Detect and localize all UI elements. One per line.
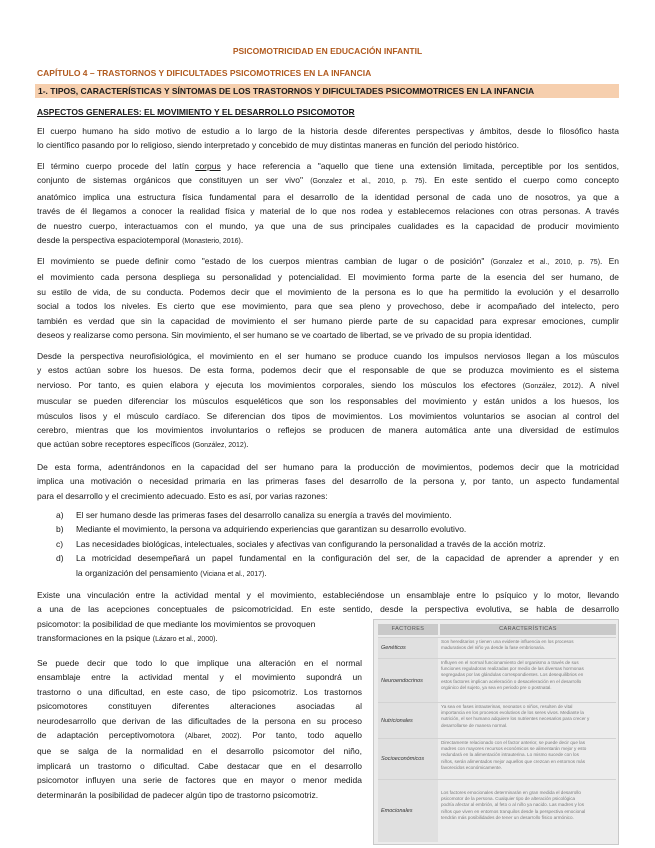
- factor-label: Socioeconómicos: [378, 739, 438, 779]
- citation: (González, 2012): [192, 442, 247, 450]
- paragraph-line: [37, 173, 619, 189]
- paragraph-line: El cuerpo humano ha sido motivo de estudio a lo largo de la historia desde diferentes perspectivas y ámbitos, desde lo filosófico hasta: [37, 126, 619, 136]
- paragraph-7: [37, 656, 362, 802]
- table-row: [378, 702, 616, 738]
- factor-description: [441, 660, 616, 691]
- list-marker: b): [56, 524, 64, 535]
- citation: (Gonzalez et al., 2010, p. 75): [310, 178, 425, 186]
- text-span: .: [240, 235, 244, 246]
- paragraph-line: Se puede decir que todo lo que implique una alteración en el normal: [37, 658, 362, 668]
- factor-label: Neuroendocrinos: [378, 659, 438, 702]
- description-line: niños que viven en entornos tranquilos desde la perspectiva emocional: [441, 808, 586, 814]
- text-span: conjunto de sistemas orgánicos que constituyen un ser vivo": [37, 175, 311, 186]
- paragraph-line: [37, 159, 619, 173]
- text-span: . En este sentido el cuerpo como concepto: [424, 175, 620, 186]
- paragraph-line: para el desarrollo y el crecimiento adecuado. Esto es así, por varias razones:: [37, 490, 328, 501]
- list-marker: a): [56, 510, 64, 520]
- description-line: Son hereditarios y tienen una evidente influencia en los procesos: [441, 639, 574, 644]
- factors-table-image: [373, 619, 619, 845]
- citation: (Lázaro et al., 2000): [152, 636, 216, 644]
- paragraph-line: el movimiento cada persona despliega su personalidad y potencialidad. El movimiento forma parte de la esencia del ser humano, de: [37, 272, 619, 283]
- paragraph-line: psicomotores constituyen diferentes alteraciones asociadas al: [37, 701, 362, 712]
- paragraph-line: a una de las acepciones conceptuales de psicomotricidad. En este sentido, desde la perspectiva evolutiva, se habla de desarrollo: [37, 604, 619, 615]
- paragraph-line: músculos lisos y el músculo cardíaco. Se diferencian dos tipos de movimientos. Los movimientos voluntarios se asocian al control del: [37, 410, 619, 421]
- description-line: madres con mayores recursos económicos se alimentarán mejor y esto: [441, 746, 587, 752]
- section-heading: 1-. TIPOS, CARACTERÍSTICAS Y SÍNTOMAS DE LOS TRASTORNOS Y DIFICULTADES PSICOMMOTRICES EN LA INFANCIA: [35, 84, 619, 98]
- paragraph-line: través de él llegamos a conocer la realidad física y material de lo que nos rodea y establecemos relaciones con otras personas. A través: [37, 206, 619, 217]
- paragraph-line: psicomotor: la posibilidad de que mediante los movimientos se provoquen: [37, 618, 316, 629]
- description-line: podría afectar al embrión, al feto o al niño ya nacido. Las madres y los: [441, 802, 584, 808]
- description-line: orgánico del sujeto, ya sea en periodo pre o postnatal.: [441, 684, 552, 690]
- paragraph-line: su estilo de vida, de su conducta. Podemos decir que el movimiento de la persona es lo que ha permitido la evolución y el desarrollo: [37, 286, 619, 297]
- table-row: [378, 779, 616, 842]
- description-line: estos factores implican aceleración o desaceleración en el desarrollo: [441, 678, 582, 684]
- list-item-text: El ser humano desde las primeras fases del desarrollo canaliza su energía a través del movimiento.: [76, 510, 452, 520]
- subsection-heading: ASPECTOS GENERALES: EL MOVIMIENTO Y EL DESARROLLO PSICOMOTOR: [37, 107, 355, 117]
- paragraph-line: neurodesarrollo que derivan de las dificultades de la persona en su proceso: [37, 715, 362, 726]
- text-span: que actúan sobre receptores específicos: [37, 439, 193, 450]
- text-span: de adaptación perceptivomotora: [37, 730, 186, 741]
- paragraph-line: cerebro, mientras que los movimientos involuntarios o reflejos se producen de manera automática ante una diversidad de estímulos: [37, 425, 619, 436]
- description-line: desarrollarse de manera normal.: [441, 722, 508, 728]
- list-item: [37, 551, 619, 582]
- paragraph-line: [37, 378, 619, 394]
- paragraph-line: y estos actúan sobre los huesos. De esta forma, podemos decir que el responsable de que se produzca movimiento es el sistema: [37, 365, 619, 376]
- description-line: funciones reguladoras realizadas por medio de las diversas hormonas: [441, 666, 584, 672]
- paragraph-4: [37, 349, 619, 454]
- text-span: El movimiento se puede definir como "estado de los cuerpos mientras cambian de lugar o de posición": [37, 256, 491, 266]
- list-marker: c): [56, 538, 64, 549]
- table-row: [378, 637, 616, 658]
- text-span: .: [215, 633, 218, 644]
- factor-description: [441, 790, 616, 821]
- factor-description: [441, 639, 616, 651]
- citation: (Gonzalez et al., 2010, p. 75): [490, 259, 601, 266]
- description-line: tendrán más posibilidades de tener un desarrollo físico armónico.: [441, 814, 574, 820]
- paragraph-line: ensamblaje entre la actividad mental y el movimiento supondrá un: [37, 672, 362, 683]
- paragraph-line: [37, 233, 619, 249]
- paragraph-2: [37, 159, 619, 249]
- text-span: transformaciones en la psique: [37, 633, 153, 644]
- paragraph-line: implica una motivación o necesidad primaria en las primeras fases del desarrollo de la persona y, por tanto, un aspecto fundamental: [37, 476, 619, 487]
- table-row: [378, 738, 616, 779]
- factor-label: Emocionales: [378, 780, 438, 842]
- list-item: [37, 537, 619, 551]
- paragraph-line: determinarán la posibilidad de padecer algún tipo de trastorno psicomotriz.: [37, 789, 319, 800]
- description-line: importancia en los procesos evolutivos de los seres vivos. Mediante la: [441, 710, 584, 716]
- factor-description: [441, 740, 616, 771]
- paragraph-line: social a todos los niveles. Es cierto que ese movimiento, para que sea pleno y provechoso, debe ir acompañado del intelecto, pero: [37, 301, 619, 312]
- list-item: [37, 522, 619, 536]
- paragraph-line: muscular se pueden diferenciar los músculos esqueléticos que son los responsables del movimiento y están unidos a los huesos, los: [37, 396, 619, 407]
- paragraph-line: Existe una vinculación entre la actividad mental y el movimiento, estableciéndose un ensamblaje entre lo psíquico y lo motor, llevando: [37, 590, 619, 600]
- text-span: la organización del pensamiento: [76, 567, 201, 578]
- latin-term: corpus: [195, 161, 221, 171]
- factor-description: [441, 704, 616, 729]
- paragraph-line: anatómico implica una estructura física fundamental para el desarrollo de la identidad personal de cada uno de nosotros, ya que a: [37, 191, 619, 202]
- text-span: desde la perspectiva espaciotemporal: [37, 235, 183, 246]
- chapter-heading: CAPÍTULO 4 – TRASTORNOS Y DIFICULTADES PSICOMOTRICES EN LA INFANCIA: [37, 68, 372, 78]
- text-span: . A nivel: [580, 379, 619, 390]
- text-span: . Por tanto, todo aquello: [239, 730, 362, 741]
- factor-label: Genéticos: [378, 638, 438, 658]
- text-span: nervioso. Por tanto, es quien elabora y ejecuta los movimientos corporales, siendo los músculos los efectores: [37, 379, 523, 390]
- paragraph-3: [37, 254, 619, 342]
- description-line: psicomotor de la persona. Cualquier tipo de alteración psicológica: [441, 796, 576, 802]
- paragraph-line: De esta forma, adentrándonos en la capacidad del ser humano para la producción de movimientos, podemos decir que la motricidad: [37, 462, 619, 472]
- table-header-caracteristicas: CARACTERÍSTICAS: [440, 624, 616, 635]
- description-line: nutrición, el ser humano adquiere los nutrientes necesarios para crecer y: [441, 716, 590, 722]
- list-item: [37, 508, 619, 522]
- paragraph-line: trastorno o una dificultad, en este caso, de tipo psicomotriz. Los trastornos: [37, 686, 362, 697]
- table-header-factores: FACTORES: [378, 624, 438, 635]
- paragraph-line: también es verdad que sin la capacidad de movimiento el ser humano pierde parte de su capacidad para expresar emociones, cumplir: [37, 315, 619, 326]
- factor-label: Nutricionales: [378, 703, 438, 738]
- table-row: [378, 658, 616, 702]
- paragraph-line: psicomotor influyen una serie de factores que en mayor o menor medida: [37, 775, 362, 786]
- paragraph-line: de nuestro cuerpo, interactuamos con el mundo, ya que una de sus principales cualidades es la capacidad de producir movimiento: [37, 220, 619, 231]
- paragraph-line: deseos y realizarse como persona. Sin movimiento, el ser humano se ve coartado de libertad, se ve privado de su propia identidad.: [37, 330, 532, 341]
- text-span: y hace referencia a "aquello que tiene una extensión limitada, perceptible por los sentidos,: [220, 161, 619, 171]
- description-line: favorecidos económicamente.: [441, 764, 503, 770]
- description-line: Directamente relacionado con el factor anterior, se puede decir que las: [441, 740, 586, 745]
- citation: (Albaret, 2002): [185, 733, 240, 741]
- description-line: Los factores emocionales determinarán en gran medida el desarrollo: [441, 790, 581, 795]
- list-marker: d): [56, 553, 64, 564]
- text-span: .: [264, 567, 267, 578]
- list-item-text: Mediante el movimiento, la persona va adquiriendo experiencias que garantizan su desarrollo evolutivo.: [76, 524, 467, 535]
- list-item-text: Las necesidades biológicas, intelectuales, sociales y afectivas van configurando la personalidad a través de la acción motriz.: [76, 538, 546, 549]
- text-span: .: [246, 439, 249, 450]
- paragraph-line: implicará un trastorno o dificultad. Cabe destacar que en el desarrollo: [37, 760, 362, 771]
- paragraph-line: [37, 254, 619, 270]
- description-line: madurativos del niño ya desde la fase embrionaria.: [441, 645, 545, 651]
- paragraph-1: [37, 124, 619, 153]
- reasons-list: [37, 508, 619, 582]
- list-item-text: La motricidad desempeñará un papel fundamental en la configuración del ser, de la capacidad de aprender a aprender y en: [76, 553, 619, 564]
- citation: (Viciana et al., 2017): [200, 570, 265, 578]
- description-line: Influyen en el normal funcionamiento del organismo a través de sus: [441, 660, 579, 665]
- paragraph-line: [37, 437, 619, 453]
- description-line: Ya sea en fases intrauterinas, neonatos o niños, resulten de vital: [441, 704, 573, 709]
- paragraph-5: [37, 460, 619, 503]
- document-title: PSICOMOTRICIDAD EN EDUCACIÓN INFANTIL: [232, 46, 423, 56]
- paragraph-line: lo científico pasando por lo religioso, siendo interpretado y concebido de muy distintas maneras en función del periodo histórico.: [37, 140, 519, 151]
- citation: (González, 2012): [522, 382, 581, 390]
- text-span: . En: [600, 256, 620, 266]
- description-line: segregadas por las glándulas correspondientes. Los desequilibrios en: [441, 672, 584, 678]
- paragraph-line: Desde la perspectiva neurofisiológica, el movimiento en el ser humano se produce cuando los impulsos nerviosos llegan a los músculos: [37, 351, 619, 361]
- list-item-text: [76, 566, 619, 582]
- citation: (Monasterio, 2016): [182, 238, 241, 246]
- description-line: niños, serán alimentados mejor aquellos que crezcan en entornos más: [441, 758, 586, 764]
- paragraph-line: que se salga de la normalidad en el desarrollo psicomotor del niño,: [37, 746, 362, 757]
- text-span: El término cuerpo procede del latín: [37, 161, 196, 171]
- description-line: redundará en la alimentación intrauterina. Lo mismo sucede con los: [441, 752, 579, 758]
- paragraph-line: [37, 728, 362, 744]
